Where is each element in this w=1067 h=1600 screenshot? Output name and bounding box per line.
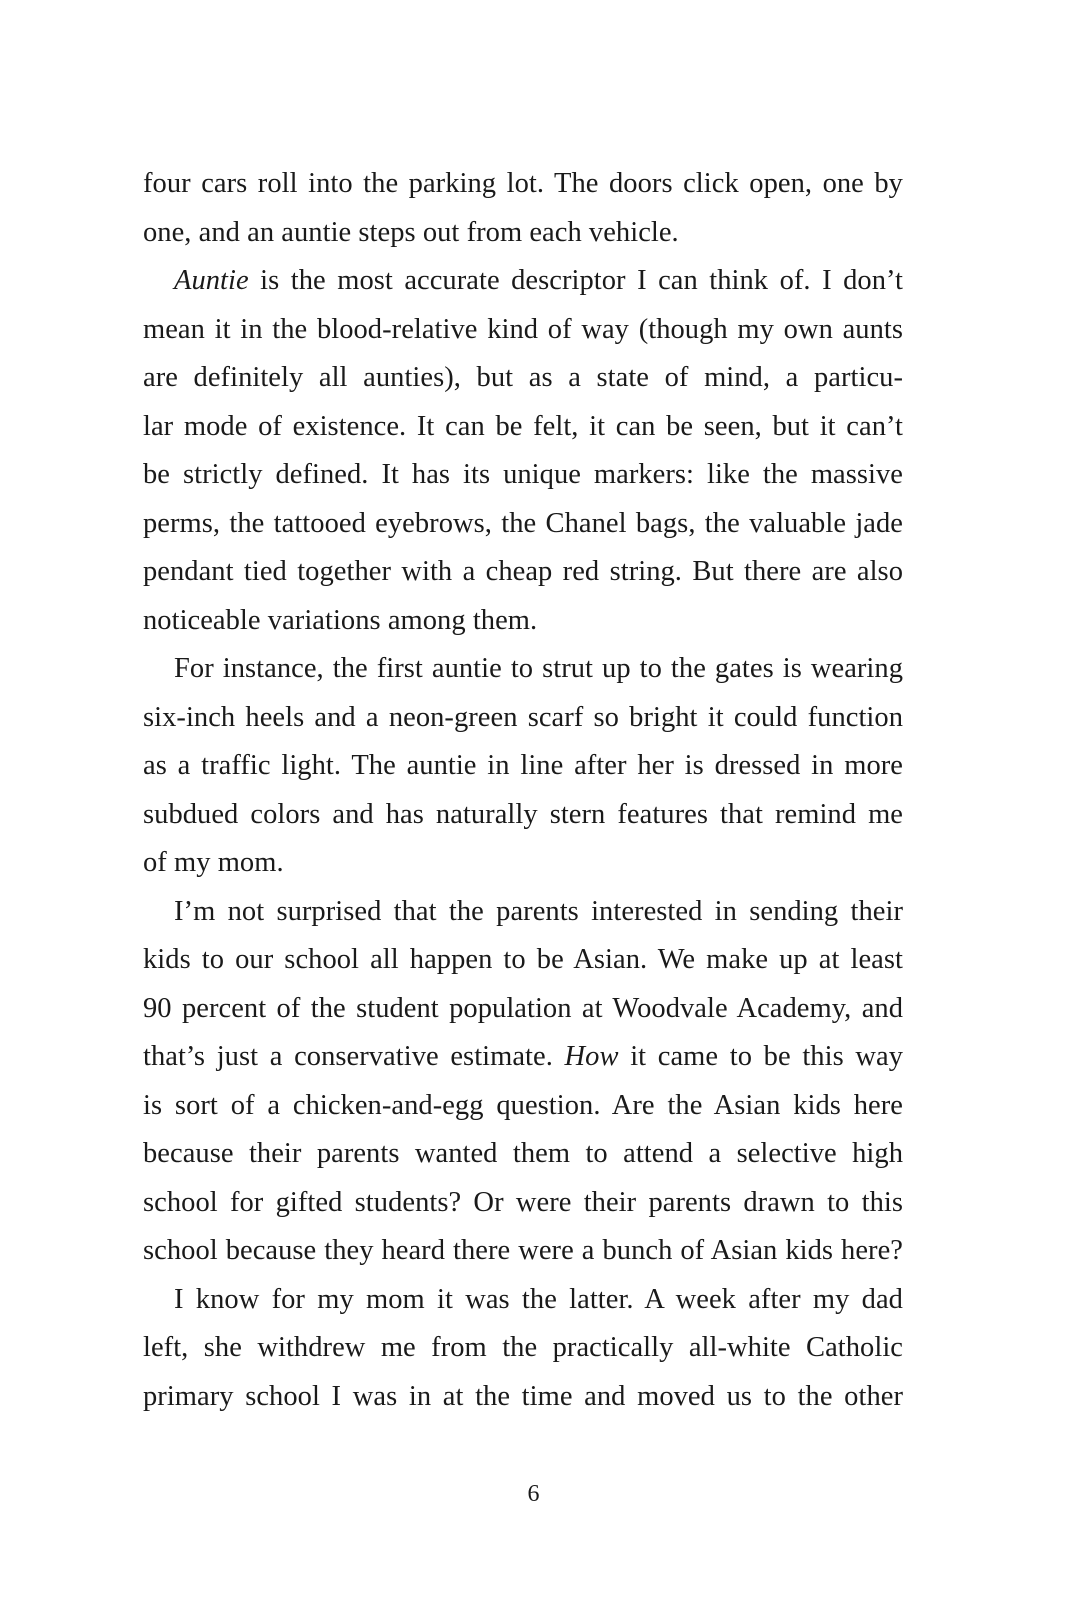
- text-line: [143, 306, 903, 355]
- text-segment: pendant tied together with a cheap red string. But there are also: [143, 556, 903, 587]
- text-line: [143, 597, 903, 646]
- text-line: [143, 936, 903, 985]
- book-page-text: [143, 160, 903, 1421]
- italic-text: Auntie: [174, 265, 249, 296]
- text-line: [143, 888, 903, 937]
- text-segment: six-inch heels and a neon-green scarf so bright it could function: [143, 701, 903, 733]
- text-segment: left, she withdrew me from the practically all-white Catholic: [143, 1332, 903, 1363]
- text-line: [143, 645, 903, 694]
- text-line: [143, 257, 903, 306]
- page-number: 6: [527, 1481, 540, 1507]
- text-line: [143, 1373, 903, 1422]
- text-segment: mean it in the blood-relative kind of way (though my own aunts: [143, 313, 903, 345]
- text-line: [143, 1033, 903, 1082]
- text-segment: subdued colors and has naturally stern features that remind me: [143, 798, 903, 830]
- text-segment: is the most accurate descriptor I can think of. I don’t: [248, 265, 903, 296]
- text-segment: school for gifted students? Or were their parents drawn to this: [143, 1186, 903, 1218]
- text-segment: perms, the tattooed eyebrows, the Chanel bags, the valuable jade: [143, 507, 903, 539]
- text-line: [143, 403, 903, 452]
- text-segment: kids to our school all happen to be Asian. We make up at least: [143, 944, 903, 975]
- text-line: [143, 742, 903, 791]
- text-segment: as a traffic light. The auntie in line after her is dressed in more: [143, 750, 903, 781]
- text-segment: four cars roll into the parking lot. The doors click open, one by: [143, 168, 903, 199]
- text-line: [143, 160, 903, 209]
- italic-text: How: [564, 1041, 619, 1072]
- text-segment: I know for my mom it was the latter. A week after my dad: [174, 1283, 903, 1315]
- text-segment: because their parents wanted them to attend a selective high: [143, 1138, 903, 1169]
- text-segment: that’s just a conservative estimate.: [143, 1041, 565, 1072]
- text-segment: of my mom.: [143, 847, 284, 878]
- text-line: [143, 1324, 903, 1373]
- text-segment: lar mode of existence. It can be felt, it can be seen, but it can’t: [143, 410, 903, 442]
- text-line: [143, 354, 903, 403]
- text-line: [143, 209, 903, 258]
- text-segment: I’m not surprised that the parents interested in sending their: [174, 895, 903, 927]
- text-line: [143, 1179, 903, 1228]
- text-line: [143, 548, 903, 597]
- text-segment: For instance, the first auntie to strut up to the gates is wearing: [174, 653, 903, 684]
- text-segment: noticeable variations among them.: [143, 604, 538, 636]
- text-segment: be strictly defined. It has its unique markers: like the massive: [143, 459, 903, 490]
- text-line: [143, 451, 903, 500]
- text-segment: one, and an auntie steps out from each vehicle.: [143, 216, 679, 248]
- text-segment: primary school I was in at the time and moved us to the other: [143, 1380, 903, 1412]
- text-line: [143, 1082, 903, 1131]
- text-line: [143, 1130, 903, 1179]
- text-line: [143, 1276, 903, 1325]
- text-segment: 90 percent of the student population at Woodvale Academy, and: [143, 992, 903, 1024]
- text-line: [143, 985, 903, 1034]
- text-segment: it came to be this way: [618, 1041, 903, 1072]
- text-segment: school because they heard there were a bunch of Asian kids here?: [143, 1235, 903, 1266]
- text-segment: is sort of a chicken-and-egg question. Are the Asian kids here: [143, 1089, 903, 1121]
- text-line: [143, 1227, 903, 1276]
- text-segment: are definitely all aunties), but as a state of mind, a particu-: [143, 362, 903, 393]
- text-line: [143, 694, 903, 743]
- text-line: [143, 791, 903, 840]
- text-line: [143, 839, 903, 888]
- text-line: [143, 500, 903, 549]
